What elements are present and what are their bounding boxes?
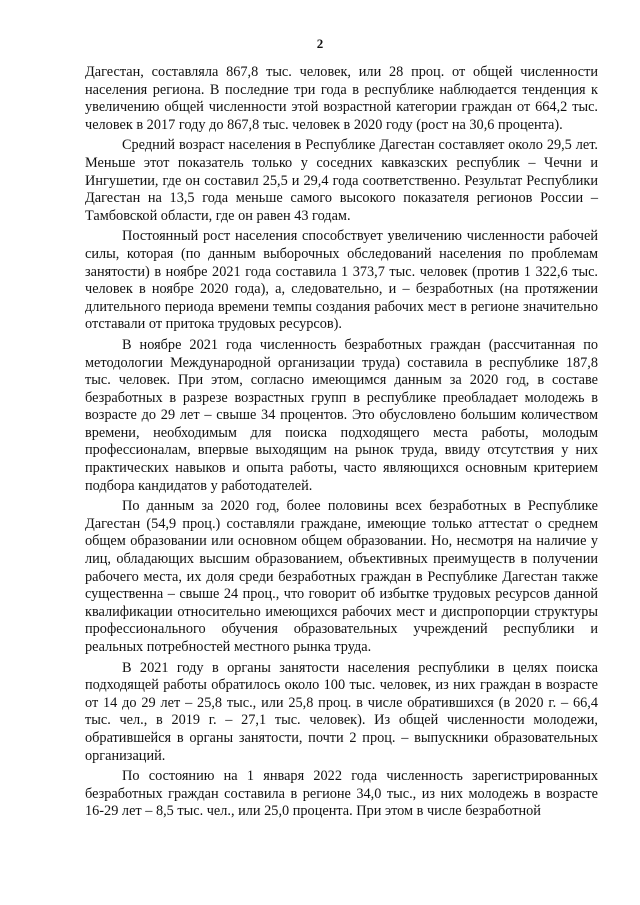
paragraph-6: В 2021 году в органы занятости населения республики в целях поиска подходящей работы обратилось около 100 тыс. человек, из них граждан в возрасте от 14 до 29 лет – 25,8 тыс., или 25,8 проц. в числе обратившихся (в 2020 г. – 66,4 тыс. чел., в 2019 г. – 27,1 тыс. человек). Из общей численности молодежи, обратившейся в органы занятости, почти 2 проц. – выпускники образовательных организаций. (85, 659, 598, 764)
paragraph-1: Дагестан, составляла 867,8 тыс. человек, или 28 проц. от общей численности населения региона. В последние три года в республике наблюдается тенденция к увеличению общей численности этой возрастной категории граждан от 664,2 тыс. человек в 2017 году до 867,8 тыс. человек в 2020 году (рост на 30,6 процента). (85, 64, 598, 133)
document-body (85, 64, 598, 824)
page-number: 2 (316, 36, 324, 51)
paragraph-3: Постоянный рост населения способствует увеличению численности рабочей силы, которая (по данным выборочных обследований населения по проблемам занятости) в ноябре 2021 года составила 1 373,7 тыс. человек (против 1 322,6 тыс. человек в ноябре 2020 года), а, следовательно, и – безработных (на протяжении длительного периода времени темпы создания рабочих мест в регионе значительно отставали от притока трудовых ресурсов). (85, 228, 598, 333)
paragraph-4: В ноябре 2021 года численность безработных граждан (рассчитанная по методологии Международной организации труда) составила в республике 187,8 тыс. человек. При этом, согласно имеющимся данным за 2020 год, в составе безработных в разрезе возрастных групп в республике преобладает молодежь в возрасте до 29 лет – свыше 34 процентов. Это обусловлено большим количеством времени, необходимым для поиска подходящего места работы, молодым профессионалам, впервые выходящим на рынок труда, ввиду отсутствия у них практических навыков и опыта работы, часто являющихся основным критерием подбора кандидатов у работодателей. (85, 336, 598, 494)
paragraph-7: По состоянию на 1 января 2022 года численность зарегистрированных безработных граждан составила в регионе 34,0 тыс., из них молодежь в возрасте 16-29 лет – 8,5 тыс. чел., или 25,0 процента. При этом в числе безработной (85, 768, 598, 820)
paragraph-2: Средний возраст населения в Республике Дагестан составляет около 29,5 лет. Меньше этот показатель только у соседних кавказских республик – Чечни и Ингушетии, где он составил 25,5 и 29,4 года соответственно. Результат Республики Дагестан на 13,5 года меньше самого высокого показателя регионов России – Тамбовской области, где он равен 43 годам. (85, 137, 598, 224)
paragraph-5: По данным за 2020 год, более половины всех безработных в Республике Дагестан (54,9 проц.) составляли граждане, имеющие только аттестат о среднем общем образовании или основном общем образовании. Но, несмотря на наличие у лиц, обладающих высшим образованием, объективных преимуществ в получении рабочего места, их доля среди безработных граждан в Республике Дагестан также существенна – свыше 24 проц., что говорит об избытке трудовых ресурсов данной квалификации относительно имеющихся рабочих мест и диспропорции структуры профессионального обучения образовательных учреждений республики и реальных потребностей местного рынка труда. (85, 498, 598, 655)
